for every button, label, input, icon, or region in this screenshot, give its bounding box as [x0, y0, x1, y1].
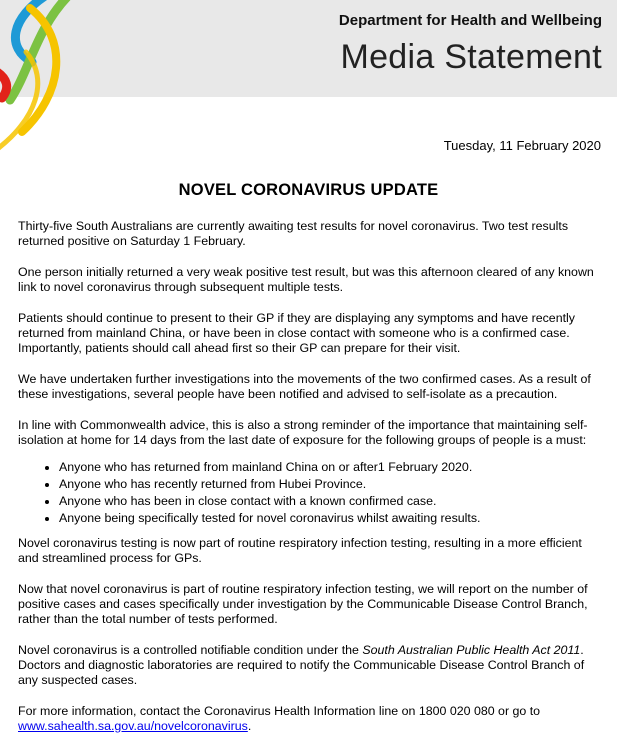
- paragraph: Thirty-five South Australians are currently awaiting test results for novel coronavirus. Two test results returned positive on Saturday 1 February.: [18, 219, 569, 248]
- paragraph: In line with Commonwealth advice, this is also a strong reminder of the importance that maintaining self-isolation at home for 14 days from the last date of exposure for the following groups of people is a must:: [18, 418, 588, 447]
- sahealth-link[interactable]: www.sahealth.sa.gov.au/novelcoronavirus: [18, 719, 248, 733]
- contact-paragraph: [18, 704, 604, 734]
- notifiable-paragraph: [18, 643, 604, 688]
- paragraph: Patients should continue to present to their GP if they are displaying any symptoms and have recently returned from mainland China, or have been in close contact with someone who is a confirmed case. Importantly, patients should call ahead first so their GP can prepare for their visit.: [18, 311, 575, 355]
- notifiable-text: Novel coronavirus is a controlled notifiable condition under the: [18, 643, 363, 657]
- department-name: Department for Health and Wellbeing: [338, 12, 602, 29]
- contact-text: For more information, contact the Coronavirus Health Information line on 1800 020 080 or go to: [18, 704, 541, 718]
- media-statement-title: Media Statement: [340, 38, 602, 76]
- health-logo-ribbon: [0, 0, 90, 170]
- list-item: • Anyone who has recently returned from Hubei Province.: [59, 477, 604, 492]
- header-banner: [0, 0, 617, 97]
- statement-body: [18, 219, 604, 750]
- list-item: • Anyone being specifically tested for novel coronavirus whilst awaiting results.: [59, 511, 604, 526]
- page-title: NOVEL CORONAVIRUS UPDATE: [178, 181, 439, 199]
- list-item: • Anyone who has been in close contact with a known confirmed case.: [59, 494, 604, 509]
- paragraph: Novel coronavirus testing is now part of routine respiratory infection testing, resulting in a more efficient and streamlined process for GPs.: [18, 536, 582, 565]
- paragraph: One person initially returned a very weak positive test result, but was this afternoon cleared of any known link to novel coronavirus through subsequent multiple tests.: [18, 265, 594, 294]
- contact-end: .: [247, 719, 252, 733]
- list-item: • Anyone who has returned from mainland China on or after1 February 2020.: [59, 460, 604, 475]
- act-name: South Australian Public Health Act 2011: [362, 643, 581, 657]
- notifiable-text-end: . Doctors and diagnostic laboratories are required to notify the Communicable Disease Control Branch of any suspected cases.: [18, 643, 585, 687]
- paragraph: We have undertaken further investigations into the movements of the two confirmed cases. As a result of these investigations, several people have been notified and advised to self-isolate as a precaution.: [18, 372, 591, 401]
- isolation-groups-list: [18, 460, 604, 526]
- release-date: Tuesday, 11 February 2020: [443, 138, 601, 153]
- paragraph: Now that novel coronavirus is part of routine respiratory infection testing, we will report on the number of positive cases and cases specifically under investigation by the Communicable Disease Control Branch, rather than the total number of tests performed.: [18, 582, 588, 626]
